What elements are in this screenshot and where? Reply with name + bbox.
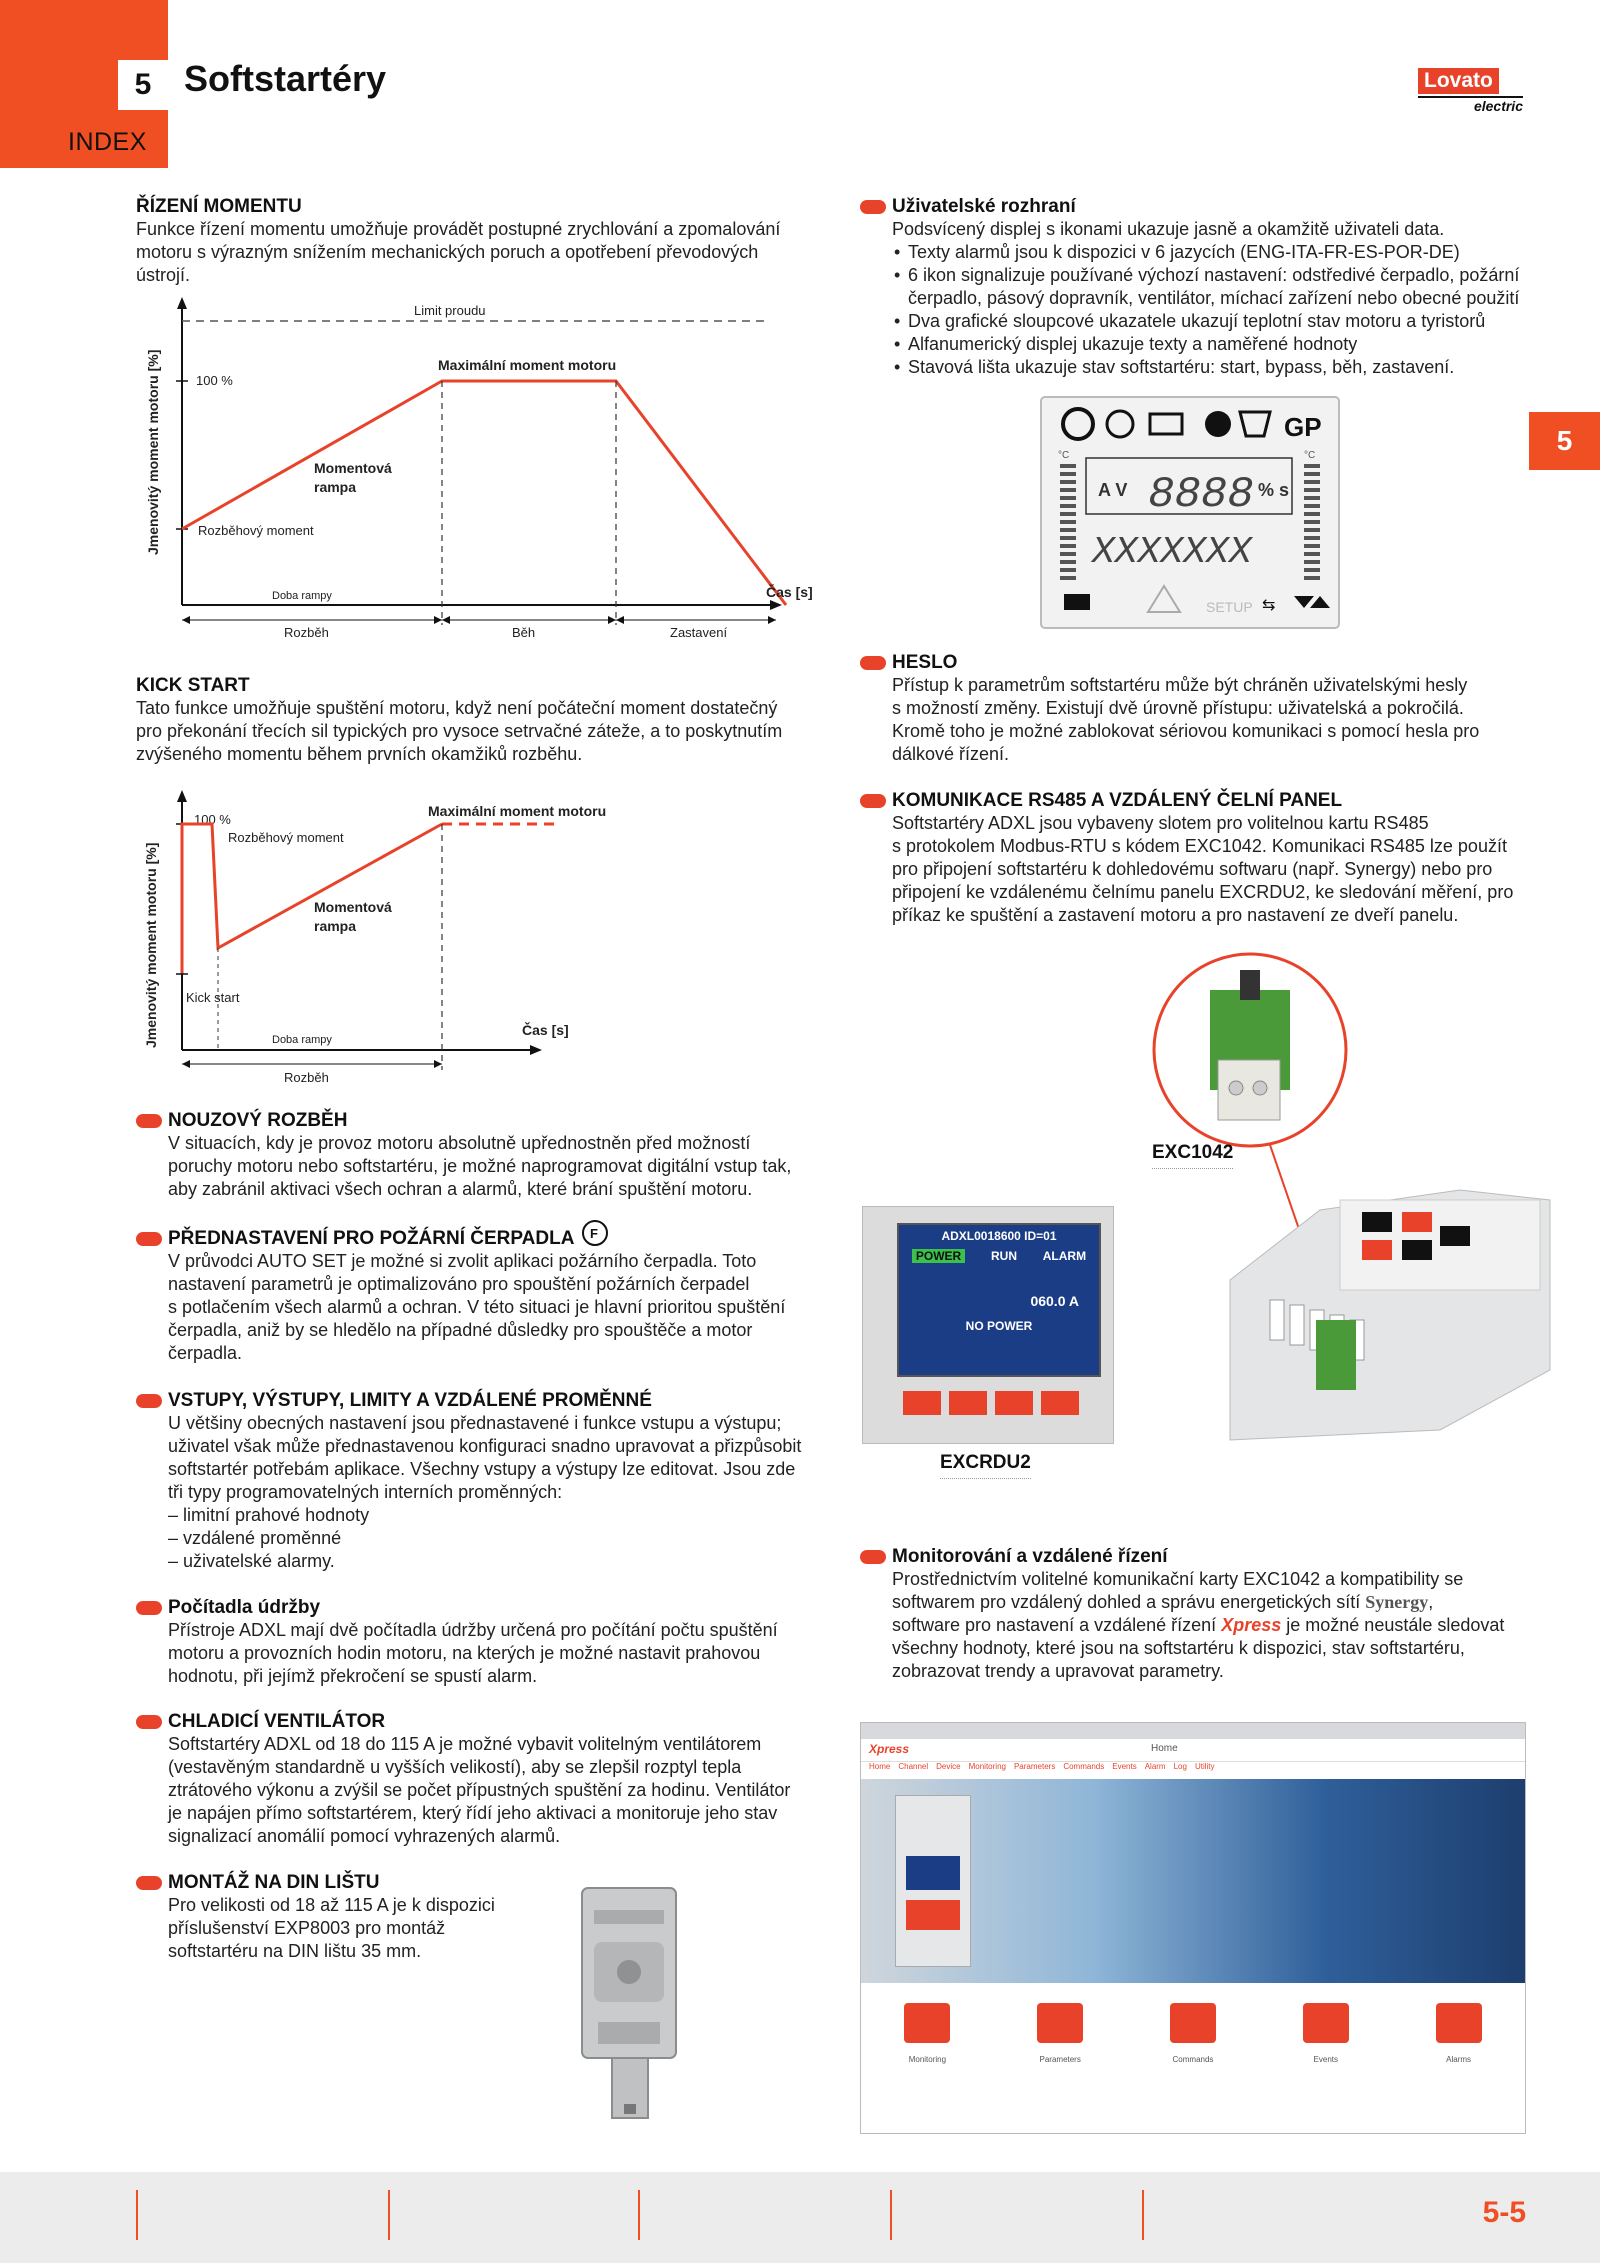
app-banner-image bbox=[861, 1779, 1525, 1983]
section-bullet-icon bbox=[136, 1601, 162, 1615]
section-bullet-icon bbox=[136, 1232, 162, 1246]
max-torque-label: Maximální moment motoru bbox=[428, 803, 607, 819]
list-item: • Alfanumerický displej ukazuje texty a naměřené hodnoty bbox=[892, 333, 1520, 356]
start-torque-label: Rozběhový moment bbox=[228, 830, 344, 845]
app-tile-alarms[interactable]: Alarms bbox=[1436, 2003, 1482, 2064]
app-menu-item[interactable]: Monitoring bbox=[968, 1762, 1006, 1771]
svg-text:°C: °C bbox=[1058, 450, 1070, 461]
app-menu-item[interactable]: Log bbox=[1173, 1762, 1187, 1771]
y-axis-label: Jmenovitý moment motoru [%] bbox=[143, 842, 159, 1048]
app-tile-events[interactable]: Events bbox=[1303, 2003, 1349, 2064]
seven-segment-digits: 8888 bbox=[1148, 470, 1254, 520]
app-menu-item[interactable]: Events bbox=[1112, 1762, 1137, 1771]
kick-start-label: Kick start bbox=[186, 990, 240, 1005]
lovato-logo: Lovato electric bbox=[1418, 68, 1523, 116]
pozarni-cerpadla-section: PŘEDNASTAVENÍ PRO POŽÁRNÍ ČERPADLA F V průvodci AUTO SET je možné si zvolit aplikaci požárního čerpadla. Toto nastavení parametrů je optimalizováno pro spouštění požárních čerpadel s potlačením všech alarmů a ochran. V této situaci je hlavní prioritou spuštění čerpadla, aniž by se hledělo na případné důsledky pro spouštěče a motor čerpadla. bbox=[136, 1228, 836, 1365]
start-torque-label: Rozběhový moment bbox=[198, 523, 314, 538]
section-bullet-icon bbox=[136, 1114, 162, 1128]
heslo-section: HESLO Přístup k parametrům softstartéru může být chráněn uživatelskými hesly s možností změny. Existují dvě úrovně přístupu: uživatelská a pokročilá. Kromě toho je možné zablokovat sériovou komunikaci s pomocí hesla pro dálkové řízení. bbox=[860, 652, 1520, 766]
exc1042-caption: EXC1042 bbox=[1152, 1142, 1233, 1169]
x-axis-label: Čas [s] bbox=[766, 584, 813, 600]
thermal-bar-right bbox=[1304, 464, 1320, 580]
xpress-logo: Xpress bbox=[1221, 1615, 1282, 1635]
setup-indicator: SETUP bbox=[1206, 599, 1253, 615]
av-indicator: A V bbox=[1098, 480, 1128, 500]
torque-control-chart bbox=[136, 295, 836, 645]
section-bullet-icon bbox=[860, 1550, 886, 1564]
kick-start-section: KICK START Tato funkce umožňuje spuštění motoru, když není počáteční moment dostatečný pro překonání třecích sil typických pro vysoce setrvačné záteže, a to poskytnutím zvýšeného momentu během prvních okamžiků rozběhu. bbox=[136, 675, 836, 766]
list-item: • 6 ikon signalizuje používané výchozí nastavení: odstředivé čerpadlo, požární čerpadlo, pásový dopravník, ventilátor, míchací zařízení nebo obecné použití bbox=[892, 264, 1520, 310]
section-bullet-icon bbox=[860, 794, 886, 808]
limit-label: Limit proudu bbox=[414, 303, 486, 318]
app-menu-item[interactable]: Channel bbox=[898, 1762, 929, 1771]
thermal-bar-left bbox=[1060, 464, 1076, 580]
panel-button[interactable] bbox=[949, 1391, 987, 1415]
panel-button[interactable] bbox=[1041, 1391, 1079, 1415]
chladici-ventilator-section: CHLADICÍ VENTILÁTOR Softstartéry ADXL od 18 do 115 A je možné vybavit volitelným ventilátorem (vestavěným standardně u vyšších velikostí), aby se zlepšil rozptyl tepla ztrátového výkonu a zvýšil se počet přípustných spuštění za hodinu. Ventilátor je napájen přímo softstartérem, který řídí jeho aktivaci a monitoruje jeho stav signalizací anomálií pomocí vyhrazených alarmů. bbox=[136, 1711, 836, 1848]
section-title: KICK START bbox=[136, 675, 250, 696]
app-tile-monitoring[interactable]: Monitoring bbox=[904, 2003, 950, 2064]
app-tile-parameters[interactable]: Parameters bbox=[1037, 2003, 1083, 2064]
din-lista-section: MONTÁŽ NA DIN LIŠTU Pro velikosti od 18 až 115 A je k dispozici příslušenství EXP8003 pro montáž softstartéru na DIN lištu 35 mm. bbox=[136, 1872, 636, 1963]
excrdu2-caption: EXCRDU2 bbox=[940, 1452, 1031, 1479]
index-link[interactable]: INDEX bbox=[68, 128, 147, 156]
xpress-app-screenshot: Xpress Home Home Channel Device Monitoring Parameters Commands Events Alarm Log Utility Monitoring Parameters Commands Events Alarms bbox=[860, 1722, 1526, 2134]
app-menu-bar bbox=[861, 1762, 1525, 1778]
pocitadla-udrzby-section: Počítadla údržby Přístroje ADXL mají dvě počítadla údržby určená pro počítání počtu spuštění motoru a provozních hodin motoru, na kterých je možné nastavit prahovou hodnotu, při jejímž překročení se spustí alarm. bbox=[136, 1597, 836, 1688]
app-tile-commands[interactable]: Commands bbox=[1170, 2003, 1216, 2064]
phase-start: Rozběh bbox=[284, 625, 329, 640]
app-menu-item[interactable]: Parameters bbox=[1013, 1762, 1056, 1771]
ramp-label-2: rampa bbox=[314, 918, 357, 934]
section-bullet-icon bbox=[860, 200, 886, 214]
phase-run: Běh bbox=[512, 625, 536, 640]
list-item: • Texty alarmů jsou k dispozici v 6 jazycích (ENG-ITA-FR-ES-POR-DE) bbox=[892, 241, 1520, 264]
exc1042-device-image bbox=[1140, 950, 1560, 1490]
page-number: 5-5 bbox=[1482, 2196, 1526, 2229]
ramp-duration-label: Doba rampy bbox=[272, 1034, 332, 1046]
rizeni-momentu-section: ŘÍZENÍ MOMENTU Funkce řízení momentu umožňuje provádět postupné zrychlování a zpomalování motoru s výrazným snížením mechanických poruch a opotřebení převodových ústrojí. bbox=[136, 196, 816, 287]
vstupy-vystupy-section: VSTUPY, VÝSTUPY, LIMITY A VZDÁLENÉ PROMĚNNÉ U většiny obecných nastavení jsou přednastavené i funkce vstupu a výstupu; uživatel však může přednastavenou konfiguraci snadno upravovat a přizpůsobit softstartér potřebám aplikace. Všechny vstupy a výstupy lze editovat. Jsou zde tři typy programovatelných interních proměnných: – limitní prahové hodnoty – vzdálené proměnné – uživatelské alarmy. bbox=[136, 1390, 836, 1573]
panel-button[interactable] bbox=[995, 1391, 1033, 1415]
excrdu2-panel-image: ADXL0018600 ID=01 POWER RUN ALARM 060.0 A NO POWER bbox=[862, 1206, 1114, 1444]
svg-text:°C: °C bbox=[1304, 450, 1316, 461]
page-title: Softstartéry bbox=[184, 58, 387, 99]
alphanumeric-display: XXXXXXX bbox=[1092, 531, 1252, 574]
user-interface-section: Uživatelské rozhraní Podsvícený displej s ikonami ukazuje jasně a okamžitě uživateli data. • Texty alarmů jsou k dispozici v 6 jazycích (ENG-ITA-FR-ES-POR-DE) • 6 ikon signalizuje používané výchozí nastavení: odstředivé čerpadlo, požární čerpadlo, pásový dopravník, ventilátor, míchací zařízení nebo obecné použití • Dva grafické sloupcové ukazatele ukazují teplotní stav motoru a tyristorů • Alfanumerický displej ukazuje texty a naměřené hodnoty • Stavová lišta ukazuje stav softstartéru: start, bypass, běh, zastavení. bbox=[860, 196, 1520, 379]
chapter-number: 5 bbox=[118, 60, 168, 110]
motor-icon bbox=[1064, 594, 1090, 610]
app-menu-item[interactable]: Commands bbox=[1063, 1762, 1105, 1771]
general-purpose-icon: GP bbox=[1284, 412, 1322, 442]
section-bullet-icon bbox=[860, 656, 886, 670]
chapter-tab bbox=[0, 0, 168, 168]
app-menu-item[interactable]: Alarm bbox=[1144, 1762, 1166, 1771]
phase-stop: Zastavení bbox=[670, 625, 728, 640]
svg-text:F: F bbox=[590, 1226, 599, 1241]
kick-curve bbox=[182, 824, 442, 974]
din-rail-bracket-image bbox=[574, 1882, 684, 2132]
section-bullet-icon bbox=[136, 1715, 162, 1729]
torque-curve bbox=[182, 381, 786, 605]
app-menu-item[interactable]: Home bbox=[869, 1762, 891, 1771]
app-home-title: Home bbox=[1151, 1743, 1178, 1754]
app-menu-item[interactable]: Utility bbox=[1194, 1762, 1215, 1771]
list-item: • Stavová lišta ukazuje stav softstartéru: start, bypass, běh, zastavení. bbox=[892, 356, 1520, 379]
x-axis-label: Čas [s] bbox=[522, 1022, 569, 1038]
ramp-label-1: Momentová bbox=[314, 460, 392, 476]
bypass-icon: ⇆ bbox=[1262, 595, 1276, 614]
ramp-label-2: rampa bbox=[314, 479, 357, 495]
panel-button[interactable] bbox=[903, 1391, 941, 1415]
app-menu-item[interactable]: Device bbox=[936, 1762, 961, 1771]
phase-start: Rozběh bbox=[284, 1070, 329, 1085]
y-axis-arrow bbox=[177, 297, 187, 309]
fire-pump-icon bbox=[580, 1218, 610, 1248]
nouzovy-rozbeh-section: NOUZOVÝ ROZBĚH V situacích, kdy je provoz motoru absolutně upřednostněn před možností poruchy motoru nebo softstartéru, je možné naprogramovat digitální vstup tak, aby zabránil aktivaci všech ochran a alarmů, které brání spuštění motoru. bbox=[136, 1110, 836, 1201]
section-title: ŘÍZENÍ MOMENTU bbox=[136, 196, 302, 217]
fan-icon bbox=[1205, 411, 1231, 437]
section-bullet-icon bbox=[136, 1876, 162, 1890]
section-bullet-icon bbox=[136, 1394, 162, 1408]
lcd-display-image bbox=[1040, 396, 1340, 629]
rs485-section: KOMUNIKACE RS485 A VZDÁLENÝ ČELNÍ PANEL Softstartéry ADXL jsou vybaveny slotem pro volitelnou kartu RS485 s protokolem Modbus-RTU s kódem EXC1042. Komunikaci RS485 lze použít pro připojení softstartéru k dohledovému softwaru (např. Synergy) nebo pro připojení ke vzdálenému čelnímu panelu EXCRDU2, ke sledování měření, pro příkaz ke spuštění a zastavení motoru a pro nastavení ze dveří panelu. bbox=[860, 790, 1540, 927]
side-chapter-tab[interactable]: 5 bbox=[1529, 412, 1600, 470]
x-axis-arrow bbox=[770, 600, 782, 610]
pct-label: 100 % bbox=[194, 812, 231, 827]
page-footer bbox=[0, 2172, 1600, 2263]
ramp-duration-label: Doba rampy bbox=[272, 590, 332, 602]
svg-text:% s: % s bbox=[1258, 480, 1290, 500]
kick-start-chart bbox=[136, 788, 616, 1088]
monitoring-section: Monitorování a vzdálené řízení Prostřednictvím volitelné komunikační karty EXC1042 a kompatibility se softwarem pro vzdálený dohled a správu energetických sítí Synergy, software pro nastavení a vzdálené řízení Xpress je možné neustále sledovat všechny hodnoty, které jsou na softstartéru k dispozici, stav softstartéru, zobrazovat trendy a upravovat parametry. bbox=[860, 1546, 1540, 1683]
pct-label: 100 % bbox=[196, 373, 233, 388]
synergy-logo: Synergy bbox=[1365, 1592, 1429, 1612]
ramp-label-1: Momentová bbox=[314, 899, 392, 915]
max-torque-label: Maximální moment motoru bbox=[438, 357, 617, 373]
y-axis-label: Jmenovitý moment motoru [%] bbox=[145, 349, 161, 555]
list-item: • Dva grafické sloupcové ukazatele ukazují teplotní stav motoru a tyristorů bbox=[892, 310, 1520, 333]
